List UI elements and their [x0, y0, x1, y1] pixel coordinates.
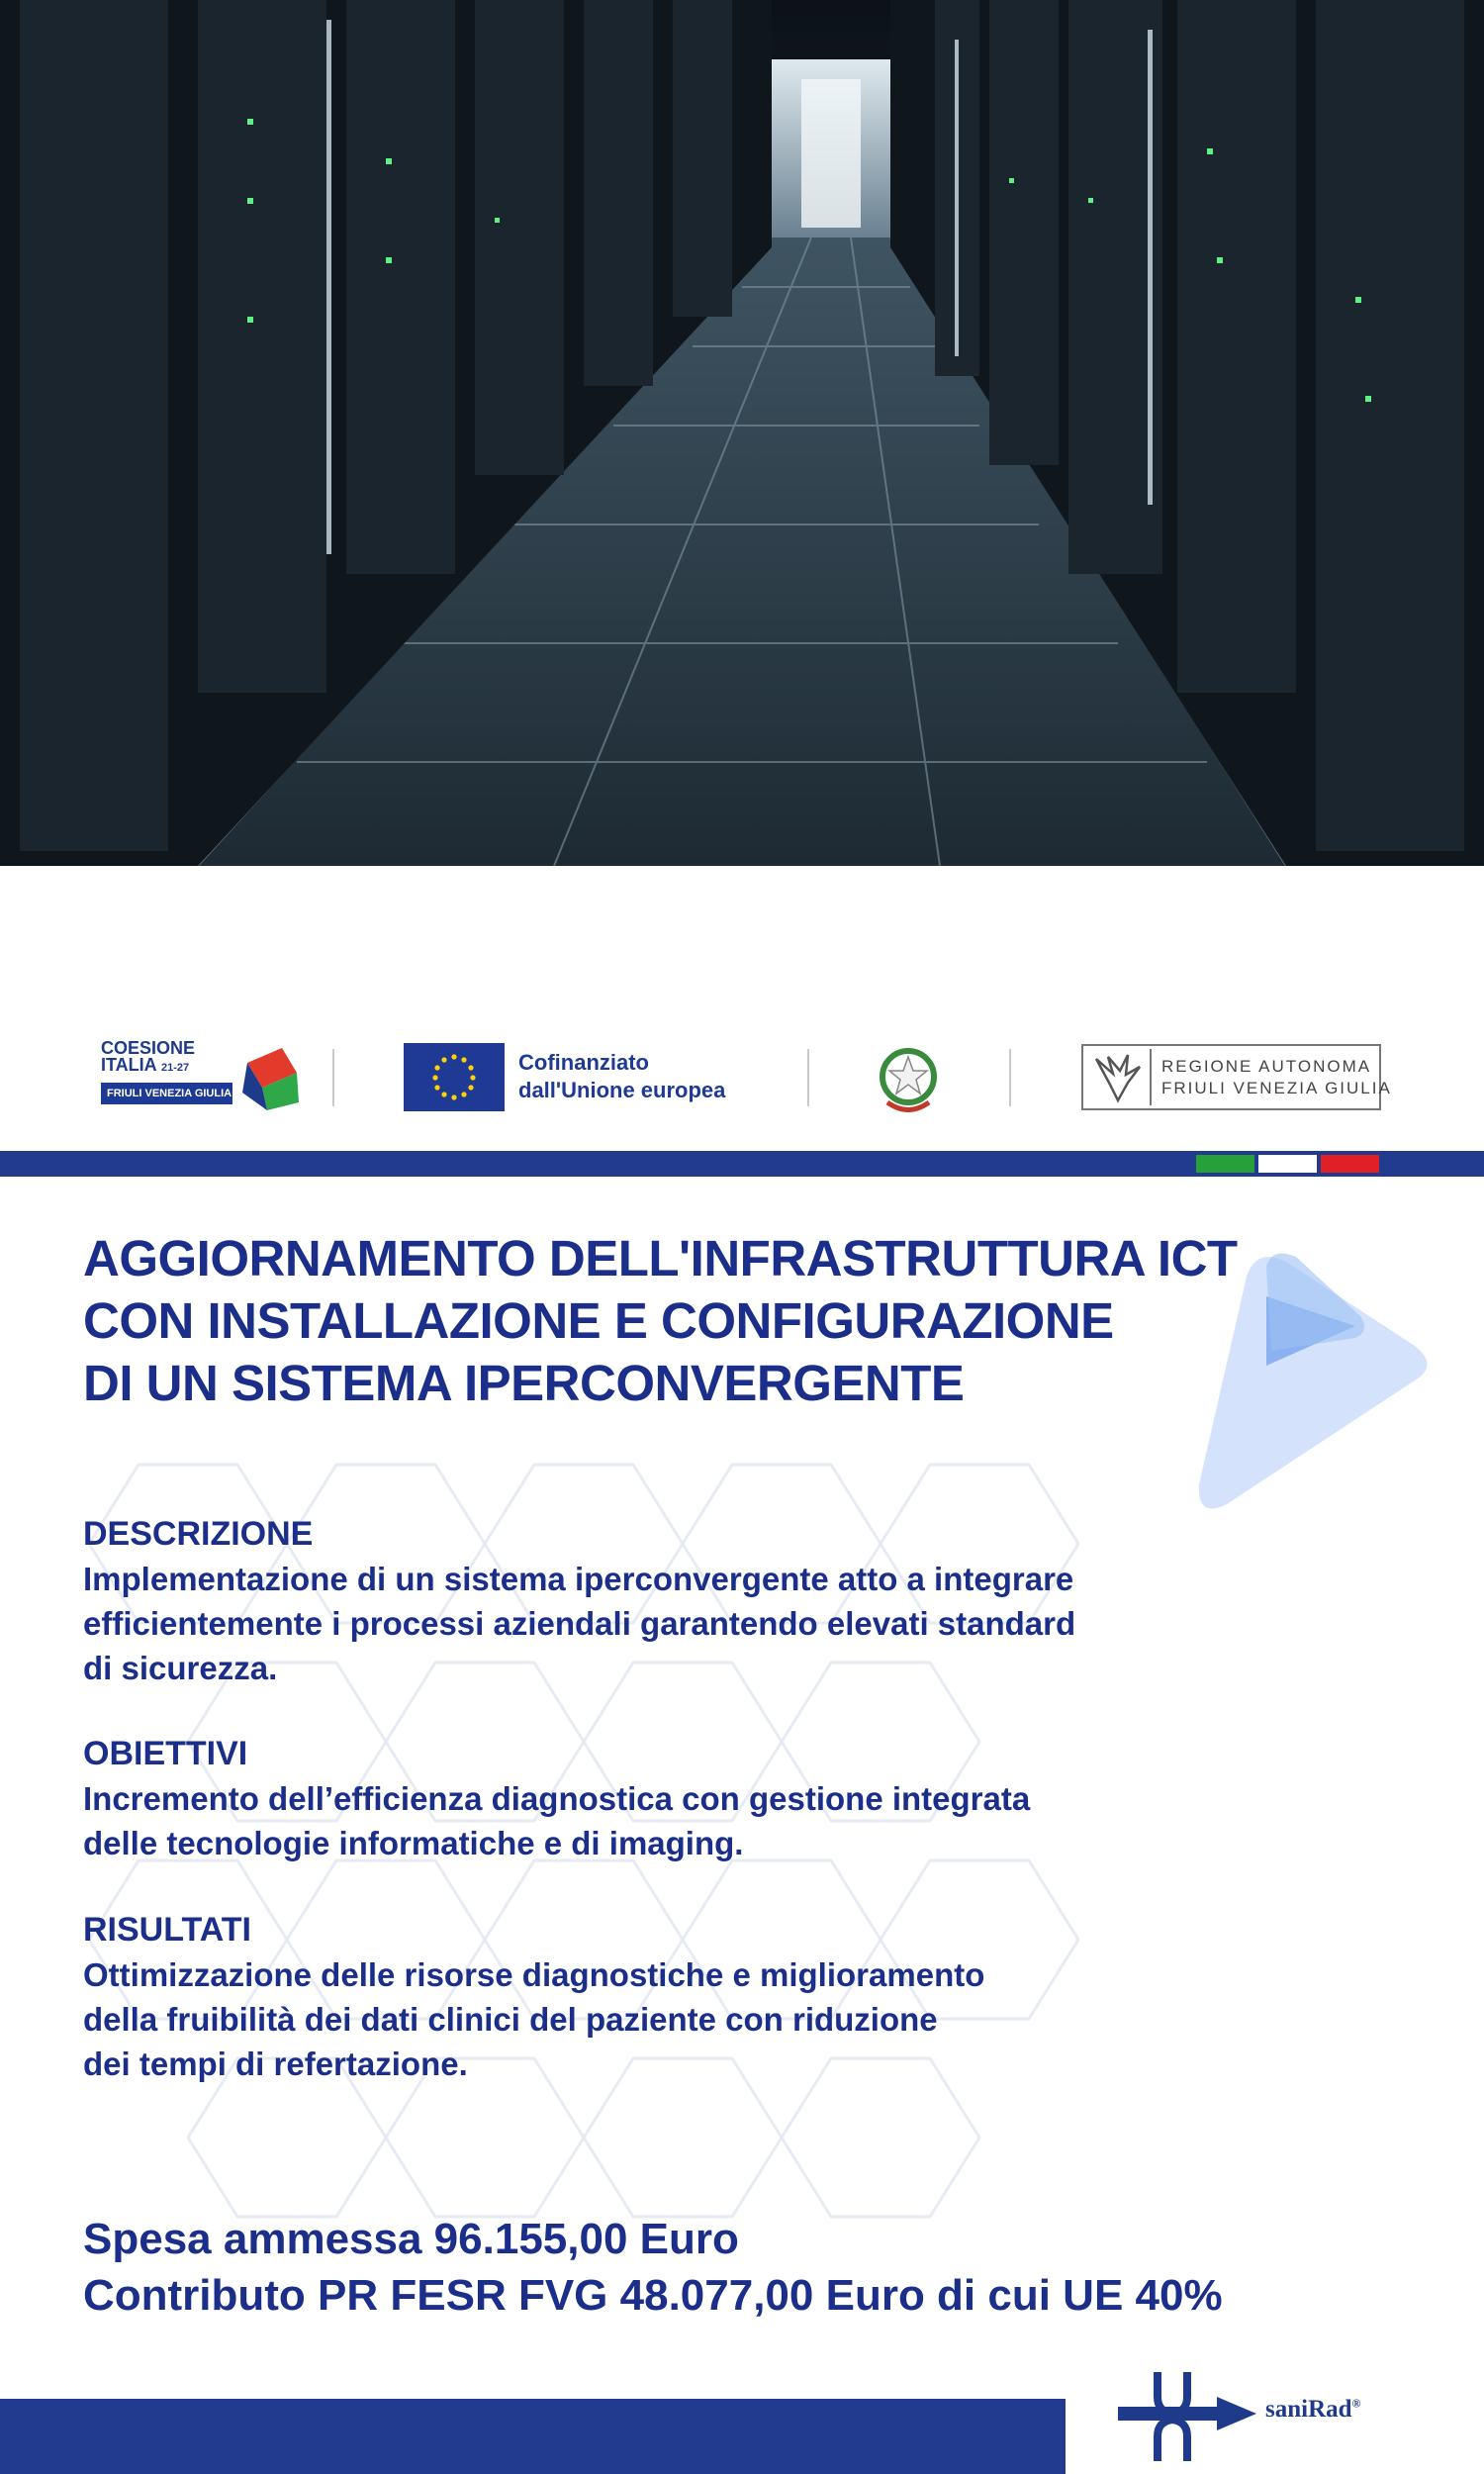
contributo: Contributo PR FESR FVG 48.077,00 Euro di cui UE 40% — [83, 2271, 1223, 2320]
section-risultati: RISULTATI Ottimizzazione delle risorse diagnostiche e miglioramento della fruibilità dei dati clinici del paziente con riduzione dei tempi di refertazione. — [83, 1908, 1191, 2086]
section-heading: DESCRIZIONE — [83, 1515, 314, 1553]
eu-cofinanziato-text: Cofinanziato dall'Unione europea — [518, 1050, 726, 1102]
section-heading: OBIETTIVI — [83, 1735, 248, 1772]
section-obiettivi: OBIETTIVI Incremento dell’efficienza diagnostica con gestione integrata delle tecnologie informatiche e di imaging. — [83, 1732, 1191, 1865]
logo-separator — [1150, 1049, 1152, 1105]
server-room-illustration — [0, 0, 1484, 866]
logo-separator — [332, 1049, 334, 1106]
footer-bar — [0, 2399, 1066, 2474]
italian-flag-green — [1196, 1155, 1254, 1173]
coesione-arrow-icon — [237, 1043, 307, 1112]
spesa-ammessa: Spesa ammessa 96.155,00 Euro — [83, 2215, 739, 2263]
sanirad-brand: saniRad® — [1265, 2396, 1361, 2423]
logo-separator — [1009, 1049, 1011, 1106]
coesione-region-label: FRIULI VENEZIA GIULIA — [101, 1083, 232, 1104]
logo-separator — [807, 1049, 809, 1106]
section-descrizione: DESCRIZIONE Implementazione di un sistema iperconvergente atto a integrare efficientemente i processi aziendali garantendo elevati standard di sicurezza. — [83, 1512, 1191, 1690]
italian-flag-white — [1258, 1155, 1317, 1173]
sanirad-logo-icon — [1118, 2367, 1256, 2466]
italian-republic-emblem-icon — [876, 1043, 941, 1114]
hero-image-server-room — [0, 0, 1484, 866]
eagle-icon — [1088, 1049, 1148, 1106]
cost-summary — [83, 2211, 1369, 2324]
eu-flag-icon — [404, 1043, 505, 1111]
regione-fvg-text: REGIONE AUTONOMA FRIULI VENEZIA GIULIA — [1161, 1057, 1392, 1097]
section-heading: RISULTATI — [83, 1911, 251, 1949]
page-title: AGGIORNAMENTO DELL'INFRASTRUTTURA ICT CON INSTALLAZIONE E CONFIGURAZIONE DI UN SISTEMA IPERCONVERGENTE — [83, 1230, 1238, 1411]
italian-flag-red — [1321, 1155, 1379, 1173]
coesione-logo-text: COESIONE ITALIA 21-27 — [101, 1038, 196, 1075]
